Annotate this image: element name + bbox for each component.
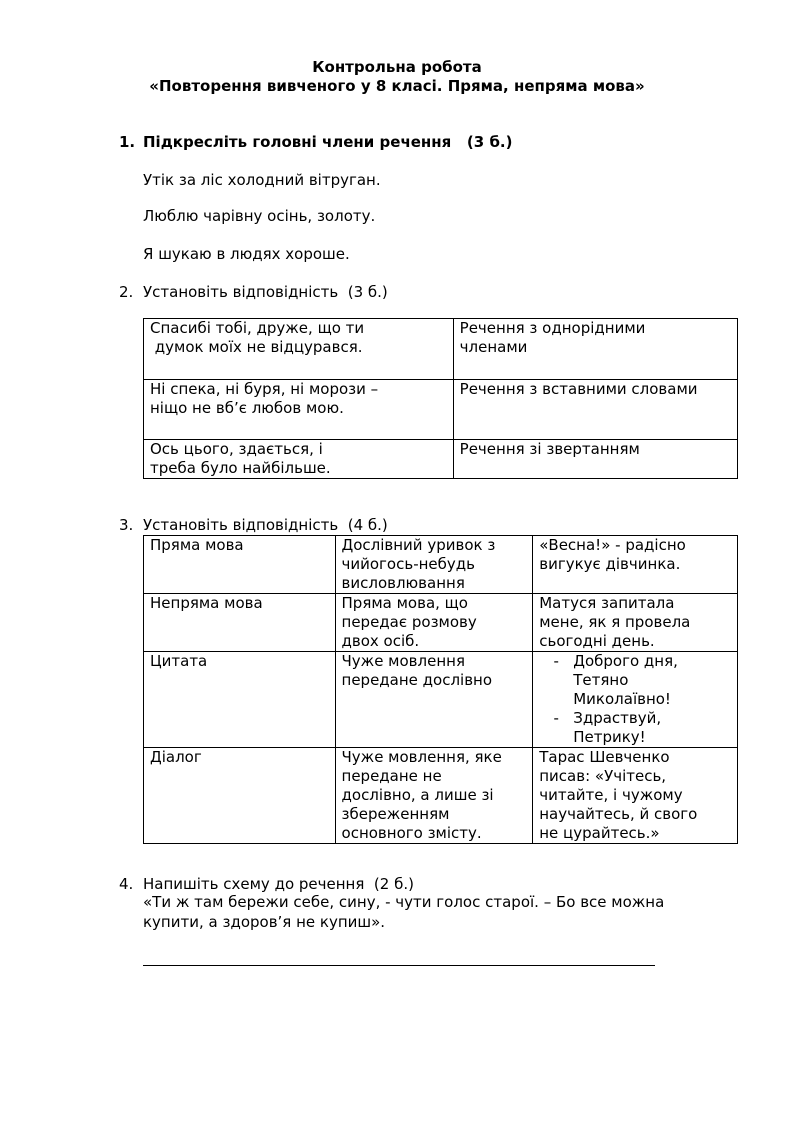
cell-line: Здраствуй, [573,709,662,727]
cell-line: Дослівний уривок з [341,536,496,554]
dialogue-line [539,709,731,747]
cell-line: членами [459,338,528,356]
q1-text: Підкресліть головні члени речення (3 б.) [143,133,513,151]
q2-matching-table [143,318,738,479]
q3-term-cell [144,536,336,594]
q3-term-cell [144,594,336,652]
q3-example-cell [533,594,738,652]
q4-quote: купити, а здоров’я не купиш». [143,913,386,931]
table-row [144,594,738,652]
cell-line: Тарас Шевченко [539,748,670,766]
table-row [144,748,738,844]
q1-sentence: Люблю чарівну осінь, золоту. [143,207,376,225]
q4-number: 4. [119,875,134,893]
q3-definition-cell [335,536,533,594]
cell-line: Спасибі тобі, друже, що ти [150,319,365,337]
dialogue-text [573,709,661,747]
q3-term-cell [144,652,336,748]
q3-text: Установіть відповідність (4 б.) [143,516,388,534]
cell-line: дослівно, а лише зі [341,786,494,804]
q4-quote: «Ти ж там бережи себе, сину, - чути голос старої. – Бо все можна [143,893,665,911]
q2-number: 2. [119,283,134,301]
q2-left-cell [144,319,454,380]
q3-definition-cell [335,748,533,844]
cell-line: ніщо не вб’є любов мою. [150,399,344,417]
cell-line: Речення з вставними словами [459,380,698,398]
cell-line: вигукує дівчинка. [539,555,681,573]
cell-line: Доброго дня, [573,652,678,670]
document-title: Контрольна робота [312,58,482,76]
cell-line: двох осіб. [341,632,420,650]
cell-line: Петрику! [573,728,646,746]
cell-line: Миколаївно! [573,690,671,708]
cell-line: научайтесь, й свого [539,805,698,823]
cell-line: писав: «Учітесь, [539,767,667,785]
document-subtitle: «Повторення вивченого у 8 класі. Пряма, непряма мова» [149,77,645,95]
cell-line: Тетяно [573,671,629,689]
cell-line: передає розмову [341,613,477,631]
cell-line: висловлювання [341,574,465,592]
answer-line[interactable] [143,965,655,966]
q3-definition-cell [335,594,533,652]
cell-line: не цурайтесь.» [539,824,660,842]
table-row [144,652,738,748]
dialogue-line [539,652,731,709]
cell-line: «Весна!» - радісно [539,536,686,554]
q3-example-cell [533,536,738,594]
q3-example-cell [533,652,738,748]
cell-line: Ні спека, ні буря, ні морози – [150,380,379,398]
cell-line: Речення з однорідними [459,319,646,337]
cell-line: Непряма мова [150,594,263,612]
cell-line: Пряма мова, що [341,594,468,612]
q2-right-cell [453,319,737,380]
cell-line: Чуже мовлення, яке [341,748,502,766]
q2-left-cell [144,440,454,479]
q3-number: 3. [119,516,134,534]
table-row [144,319,738,380]
cell-line: читайте, і чужому [539,786,683,804]
cell-line: передане дослівно [341,671,493,689]
q1-sentence: Я шукаю в людях хороше. [143,245,350,263]
cell-line: треба було найбільше. [150,459,331,477]
table-row [144,440,738,479]
q3-definition-cell [335,652,533,748]
cell-line: думок моїх не відцурався. [150,338,363,356]
cell-line: основного змісту. [341,824,482,842]
cell-line: Цитата [150,652,208,670]
cell-line: сьогодні день. [539,632,655,650]
cell-line: передане не [341,767,442,785]
cell-line: Речення зі звертанням [459,440,640,458]
q1-sentence: Утік за ліс холодний вітруган. [143,171,381,189]
q2-text: Установіть відповідність (3 б.) [143,283,388,301]
cell-line: чийогось-небудь [341,555,475,573]
cell-line: Ось цього, здається, і [150,440,323,458]
q1-number: 1. [119,133,136,151]
q3-matching-table [143,535,738,844]
q2-right-cell [453,380,737,440]
cell-line: збереженням [341,805,450,823]
q3-term-cell [144,748,336,844]
dash-marker: - [553,652,559,670]
q3-example-cell [533,748,738,844]
cell-line: Пряма мова [150,536,244,554]
dash-marker: - [553,709,559,727]
cell-line: Матуся запитала [539,594,675,612]
table-row [144,536,738,594]
table-row [144,380,738,440]
cell-line: Діалог [150,748,202,766]
q2-right-cell [453,440,737,479]
dialogue-text [573,652,678,709]
q2-left-cell [144,380,454,440]
cell-line: мене, як я провела [539,613,691,631]
q4-text: Напишіть схему до речення (2 б.) [143,875,414,893]
cell-line: Чуже мовлення [341,652,465,670]
